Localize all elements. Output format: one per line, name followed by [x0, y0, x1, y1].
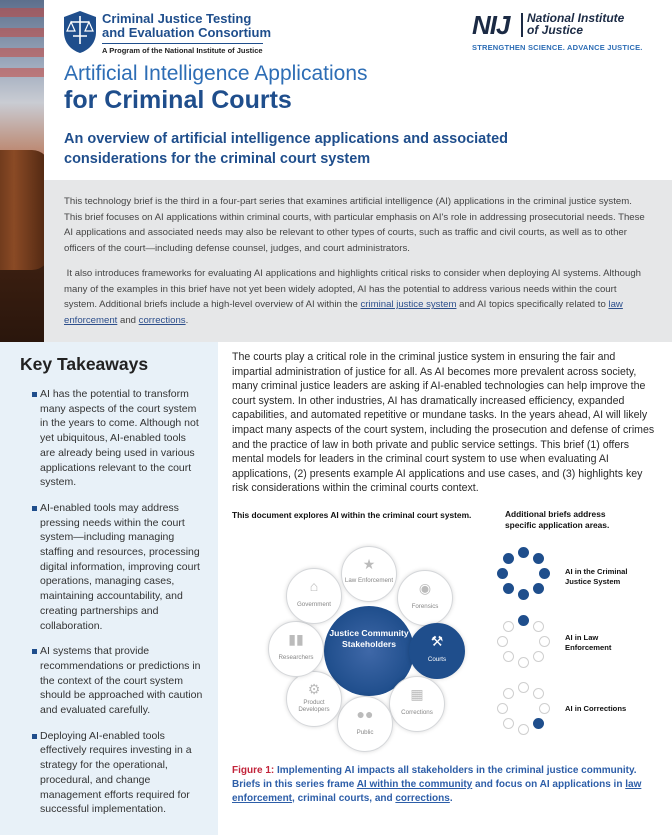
nij-divider	[521, 13, 523, 37]
courtroom-photo	[0, 0, 44, 342]
mini-dot	[497, 568, 508, 579]
mini-dot	[497, 636, 508, 647]
caption-text: , criminal courts, and	[292, 793, 396, 804]
takeaway-item	[20, 729, 204, 817]
series-label-criminal-justice: AI in the Criminal Justice System	[565, 567, 628, 586]
stakeholder-law-enforcement	[341, 546, 397, 602]
mini-dot	[518, 682, 529, 693]
key-takeaways-panel	[0, 342, 218, 835]
bullet-icon	[32, 392, 37, 397]
bullet-icon	[32, 649, 37, 654]
mini-dot	[503, 553, 514, 564]
figure-number: Figure 1:	[232, 765, 275, 776]
subtitle: An overview of artificial intelligence applications and associated considerations for the criminal court system	[64, 131, 508, 167]
stakeholder-label: Forensics	[411, 603, 439, 610]
body-paragraph: The courts play a critical role in the criminal justice system in ensuring the fair and impartial administration of justice for all. As AI becomes more prevalent across society, many criminal justice leaders are asking if AI-enabled technologies can help improve the court system. In other industries, AI has dramatically increased efficiency, expanded capabilities, and automated repetitive or mundane tasks. In the years ahead, AI will likely impact many aspects of the court system, including the prosecution and defense of crimes and the practice of law in both private and public service settings. This brief (1) offers mental models for leaders in the criminal court system to use when evaluating AI applications, (2) presents example AI applications and use cases, and (3) highlights key risk considerations within the criminal courts context.	[232, 351, 655, 495]
center-label: Justice Community Stakeholders	[329, 628, 409, 649]
mini-dot	[533, 553, 544, 564]
mini-dot	[533, 583, 544, 594]
mini-dot	[503, 688, 514, 699]
mini-dot-highlight	[533, 718, 544, 729]
intro-paragraph-2	[64, 266, 652, 329]
caption-text: Implementing AI impacts all stakeholders in the criminal justice community. Briefs in this series frame	[232, 765, 637, 790]
mini-dot	[539, 568, 550, 579]
mini-dot	[518, 657, 529, 668]
capitol-icon: ⌂	[309, 578, 319, 594]
takeaway-text: AI has the potential to transform many aspects of the court system in the years to come. Although not yet ubiquitous, AI-enabled tools are already being used in various applications relevant to the court system.	[40, 388, 199, 489]
stakeholder-corrections	[389, 676, 445, 732]
mini-wheel-law-enforcement[interactable]	[494, 613, 554, 673]
mini-dot	[539, 636, 550, 647]
takeaway-text: AI systems that provide recommendations or predictions in the context of the court system should be approached with caution and evaluated carefully.	[40, 645, 203, 717]
stakeholder-label: Government	[296, 601, 332, 608]
caption-text: and focus on AI applications in	[472, 779, 626, 790]
mini-dot	[503, 718, 514, 729]
consortium-tagline: A Program of the National Institute of Justice	[102, 43, 263, 55]
consortium-name-line1: Criminal Justice Testing	[102, 11, 252, 26]
intro-paragraph-1: This technology brief is the third in a four-part series that examines artificial intelligence (AI) applications in the criminal justice system. This brief focuses on AI applications within criminal courts, with particular emphasis on AI's role in addressing prosecutorial needs. These AI applications and associated needs may also be relevant to other types of courts, such as traffic and civil courts, as well as to other officers of the court—including defense counsel, judges, and court administrators.	[64, 196, 645, 255]
stakeholder-government	[286, 568, 342, 624]
series-label-law-enforcement: AI in Law Enforcement	[565, 633, 612, 652]
bullet-icon	[32, 506, 37, 511]
fingerprint-icon: ◉	[418, 580, 432, 596]
stakeholder-forensics	[397, 570, 453, 626]
mini-dot	[503, 583, 514, 594]
intro-box	[44, 180, 672, 342]
nij-name-line2: of Justice	[527, 23, 584, 37]
mini-wheel-corrections[interactable]	[494, 680, 554, 740]
mini-dot	[518, 547, 529, 558]
cjtec-logo[interactable]	[62, 10, 302, 54]
stakeholder-label: Product Developers	[298, 699, 330, 713]
intro-p2-end: .	[185, 314, 189, 326]
key-takeaways-heading: Key Takeaways	[20, 354, 149, 374]
title-line2: for Criminal Courts	[64, 86, 292, 114]
mini-dot	[533, 651, 544, 662]
gavel-image	[0, 150, 44, 270]
bar-chart-icon: ▮▮	[288, 631, 304, 647]
intro-p2-text: It also introduces frameworks for evaluating AI applications and highlights critical risks to consider when deploying AI systems. Although many of the examples in this brief have not yet been widely adopted, AI has the potential to address various needs within the court system. Additional briefs include a high-level overview of AI within the	[64, 267, 641, 311]
caption-law-enforcement-link[interactable]: law enforcement	[232, 779, 642, 804]
takeaway-text: AI-enabled tools may address pressing needs within the court system—including managing staffing and resources, processing digital information, improving court operations, managing cases, maintaining accountability, and creating partnerships and collaboration.	[40, 501, 200, 632]
mini-dot	[518, 589, 529, 600]
takeaway-text: Deploying AI-enabled tools effectively requires investing in a strategy for the operational, procedural, and change management efforts required for successful implementation.	[40, 729, 192, 816]
series-label-corrections: AI in Corrections	[565, 704, 627, 713]
takeaway-item	[20, 387, 204, 490]
figure-caption	[232, 764, 652, 806]
stakeholder-product-developers	[286, 671, 342, 727]
stakeholder-public	[337, 696, 393, 752]
key-takeaways-list	[20, 387, 204, 817]
mini-dot	[503, 651, 514, 662]
figure-left-caption: This document explores AI within the criminal court system.	[232, 510, 472, 520]
criminal-justice-system-link[interactable]: criminal justice system	[360, 299, 457, 311]
intro-p2-and: and	[117, 314, 139, 326]
badge-icon: ★	[362, 556, 376, 572]
stakeholder-researchers	[268, 621, 324, 677]
title-line1: Artificial Intelligence Applications	[64, 62, 368, 85]
figure-right-caption: Additional briefs address specific application areas.	[505, 509, 610, 530]
stakeholder-label: Researchers	[278, 654, 314, 661]
stakeholder-label: Public	[356, 729, 374, 736]
caption-corrections-link[interactable]: corrections	[395, 793, 450, 804]
mini-dot	[533, 621, 544, 632]
nij-name-line1: National Institute	[527, 11, 625, 25]
consortium-name-line2: and Evaluation Consortium	[102, 25, 272, 40]
bullet-icon	[32, 734, 37, 739]
intro-p2-text-mid: and AI topics specifically related to	[456, 299, 609, 311]
caption-text: .	[449, 793, 453, 804]
stakeholder-label: Corrections	[401, 709, 433, 716]
nij-tagline: STRENGTHEN SCIENCE. ADVANCE JUSTICE.	[472, 43, 643, 52]
nij-abbr: NIJ	[472, 10, 510, 40]
stakeholder-wheel	[264, 546, 474, 756]
people-icon: ●●	[356, 706, 374, 722]
mini-dot	[503, 621, 514, 632]
gears-icon: ⚙	[307, 681, 321, 697]
ai-within-community-link[interactable]: AI within the community	[356, 779, 473, 790]
gavel-icon: ⚒	[430, 633, 444, 649]
takeaway-item	[20, 644, 204, 718]
mini-dot	[518, 724, 529, 735]
law-enforcement-link[interactable]: law enforcement	[64, 299, 623, 326]
takeaway-item	[20, 501, 204, 633]
stakeholder-label: Courts	[427, 656, 447, 663]
nij-logo[interactable]	[472, 10, 652, 56]
scales-seal-icon	[62, 10, 98, 54]
prison-icon: ▦	[410, 686, 424, 702]
stakeholder-courts	[409, 623, 465, 679]
mini-dot	[497, 703, 508, 714]
mini-dot-highlight	[518, 615, 529, 626]
stakeholder-label: Law Enforcement	[344, 577, 394, 584]
mini-dot	[533, 688, 544, 699]
mini-wheel-criminal-justice[interactable]	[494, 545, 554, 605]
corrections-link[interactable]: corrections	[138, 314, 186, 326]
mini-dot	[539, 703, 550, 714]
